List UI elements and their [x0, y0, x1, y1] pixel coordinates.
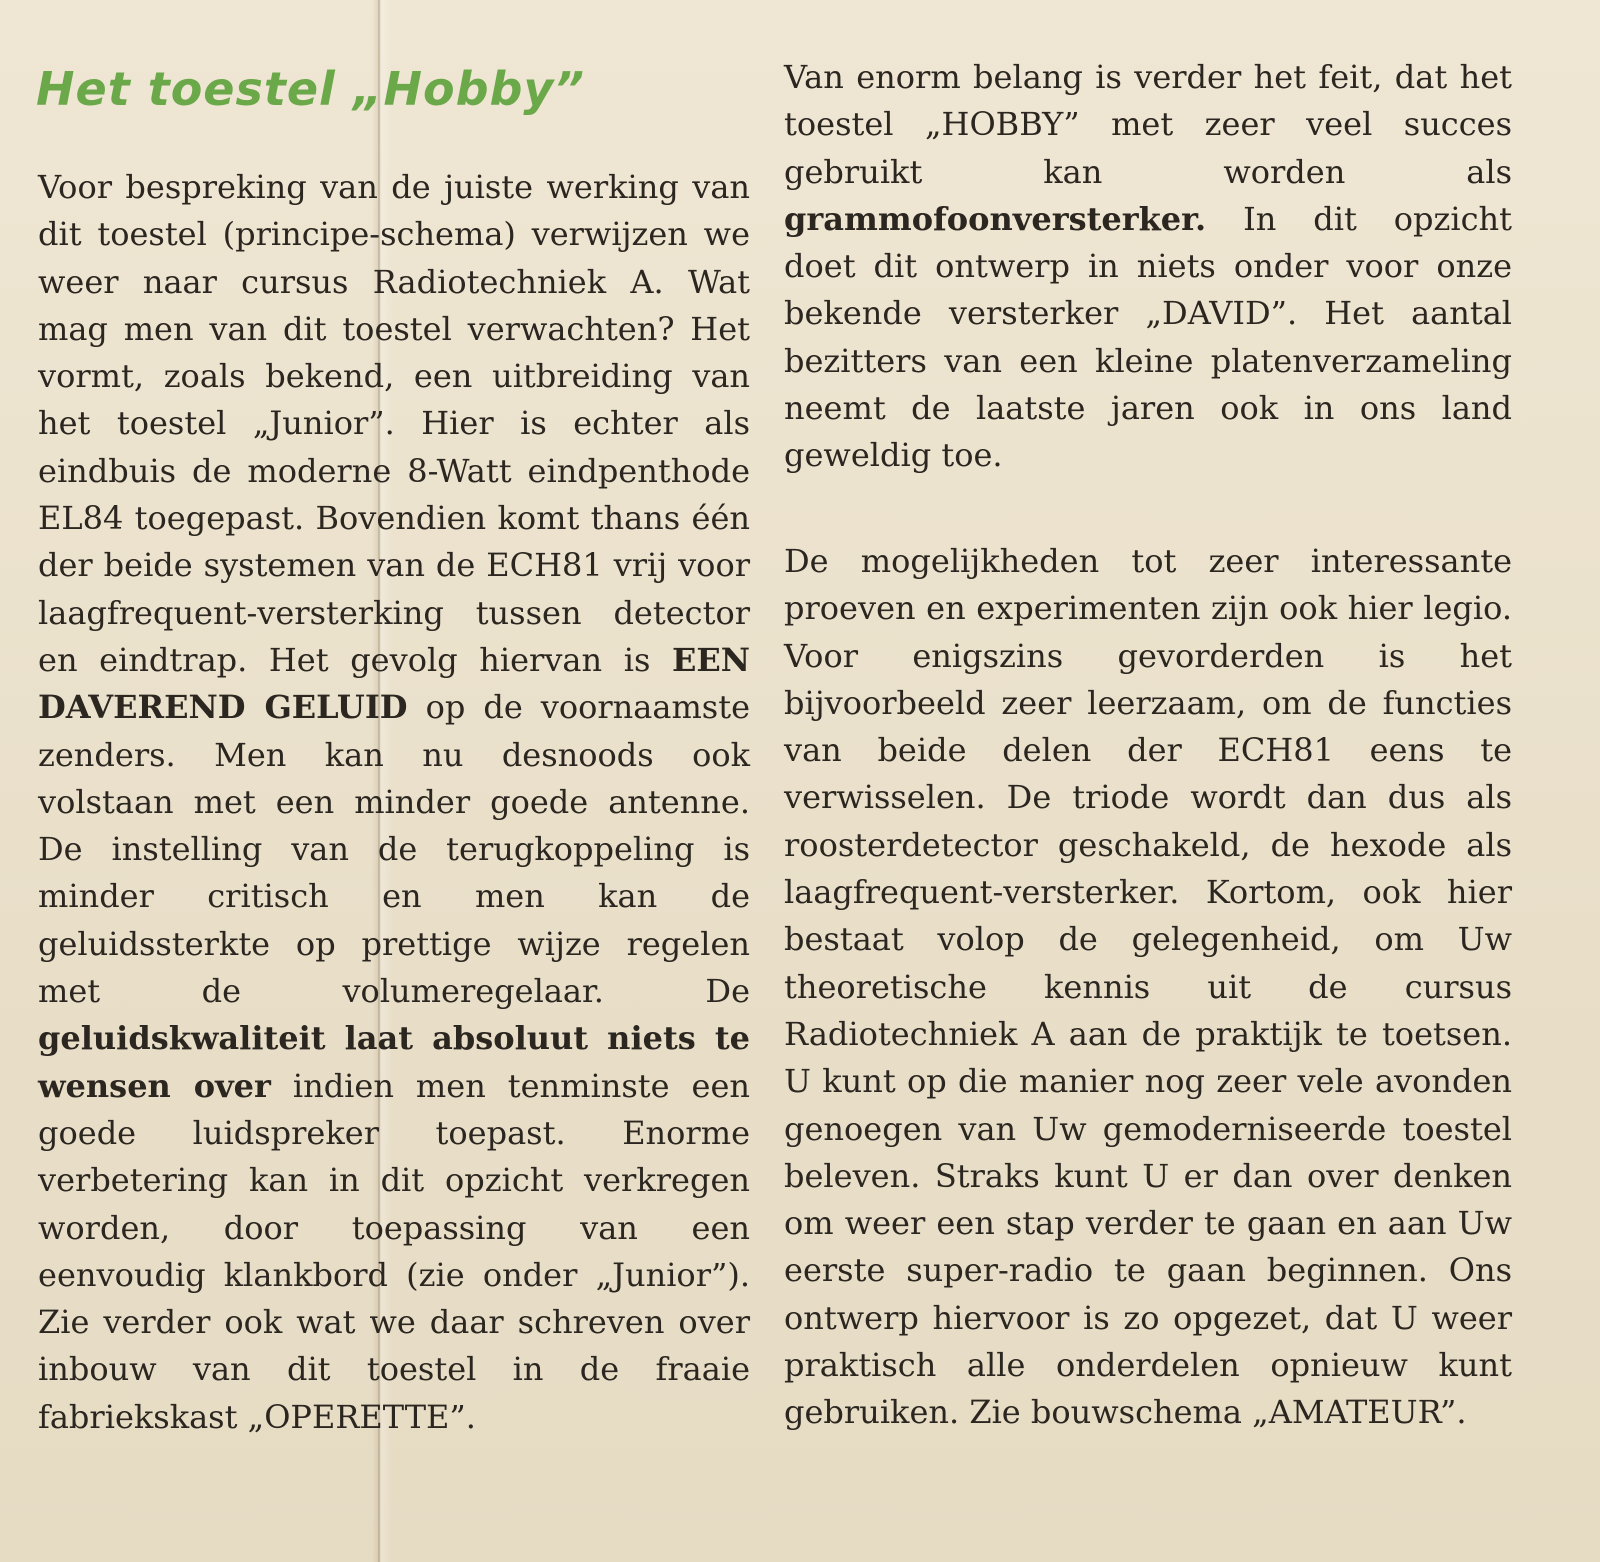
text-run: indien men tenminste een goede luidspreker toepast. Enorme verbetering kan in dit opzicht verkregen worden, door toepassing van een eenvoudig klankbord (zie onder „Junior”). Zie verder ook wat we daar schreven over inbouw van dit toestel in de fraaie fabriekskast „OPERETTE”. [38, 1066, 750, 1436]
article-title: Het toestel „Hobby” [36, 62, 586, 116]
text-run: In dit opzicht doet dit ontwerp in niets onder voor onze bekende versterker „DAVID”. Het aantal bezitters van een kleine platenverzameling neemt de laatste jaren ook in ons land geweldig toe. [784, 199, 1512, 475]
left-column [38, 164, 750, 1441]
paragraph-hobby-description [38, 164, 750, 1441]
bold-phrase-geluidskwaliteit: geluidskwaliteit laat absoluut niets te wensen over [38, 1019, 750, 1105]
right-column-bottom [784, 538, 1512, 1437]
text-run: op de voornaamste zenders. Men kan nu desnoods ook volstaan met een minder goede antenne. De instelling van de terugkoppeling is minder critisch en men kan de geluidssterkte op prettige wijze regelen met de volumeregelaar. De [38, 688, 751, 1011]
right-column-top [784, 54, 1512, 480]
text-run: Van enorm belang is verder het feit, dat het toestel „HOBBY” met zeer veel succes gebruikt kan worden als [784, 58, 1512, 191]
text-run: Voor bespreking van de juiste werking van dit toestel (principe-schema) verwijzen we weer naar cursus Radiotechniek A. Wat mag men van dit toestel verwachten? Het vormt, zoals bekend, een uitbreiding van het toestel „Junior”. Hier is echter als eindbuis de moderne 8-Watt eindpenthode EL84 toegepast. Bovendien komt thans één der beide systemen van de ECH81 vrij voor laagfrequent-versterking tussen detector en eindtrap. Het gevolg hiervan is [38, 168, 750, 679]
bold-phrase-grammofoonversterker: grammofoonversterker. [784, 199, 1207, 238]
bold-phrase-daverend-geluid: EEN DAVEREND GELUID [38, 640, 750, 727]
paragraph-grammofoon [784, 54, 1512, 480]
paragraph-experimenten: De mogelijkheden tot zeer interessante proeven en experimenten zijn ook hier legio. Voor enigszins gevorderden is het bijvoorbeeld zeer leerzaam, om de functies van beide delen der ECH81 eens te verwisselen. De triode wordt dan dus als roosterdetector geschakeld, de hexode als laagfrequent-versterker. Kortom, ook hier bestaat volop de gelegenheid, om Uw theoretische kennis uit de cursus Radiotechniek A aan de praktijk te toetsen. U kunt op die manier nog zeer vele avonden genoegen van Uw gemoderniseerde toestel beleven. Straks kunt U er dan over denken om weer een stap verder te gaan en aan Uw eerste super-radio te gaan beginnen. Ons ontwerp hiervoor is zo opgezet, dat U weer praktisch alle onderdelen opnieuw kunt gebruiken. Zie bouwschema „AMATEUR”. [784, 542, 1512, 1432]
